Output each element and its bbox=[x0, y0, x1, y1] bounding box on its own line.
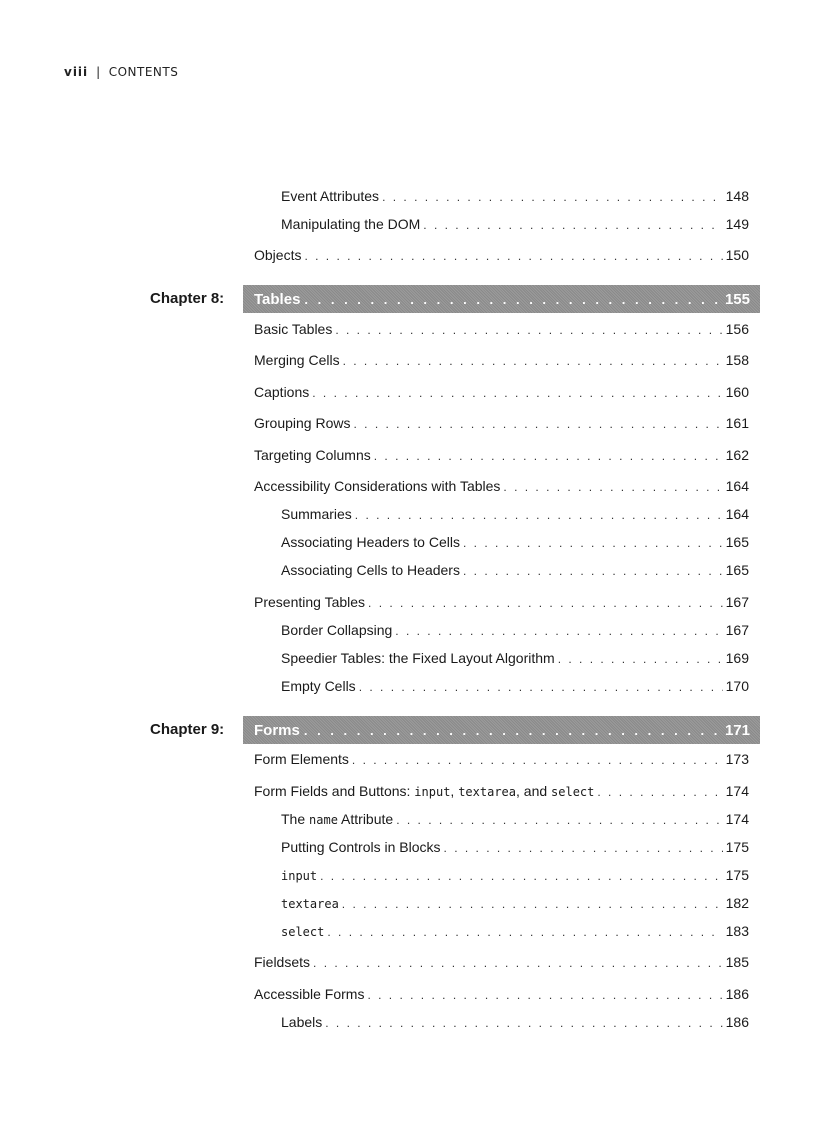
toc-entry-title: Empty Cells bbox=[281, 678, 356, 694]
toc-entry-page: 158 bbox=[725, 352, 749, 368]
leader-dots bbox=[423, 218, 722, 232]
toc-entry[interactable] bbox=[281, 895, 749, 917]
toc-entry[interactable] bbox=[281, 622, 749, 644]
toc-entry-title: Speedier Tables: the Fixed Layout Algorithm bbox=[281, 650, 555, 666]
toc-entry[interactable] bbox=[254, 954, 749, 976]
toc-entry-page: 183 bbox=[725, 923, 749, 939]
title-text: The bbox=[281, 811, 310, 827]
page-folio: viii bbox=[64, 65, 89, 79]
leader-dots bbox=[396, 813, 722, 827]
toc-entry-title: Associating Headers to Cells bbox=[281, 534, 460, 550]
leader-dots bbox=[342, 897, 723, 911]
leader-dots bbox=[367, 988, 722, 1002]
toc-entry-page: 175 bbox=[725, 839, 749, 855]
toc-entry[interactable] bbox=[281, 650, 749, 672]
toc-entry[interactable] bbox=[281, 188, 749, 210]
leader-dots bbox=[312, 386, 722, 400]
toc-entry[interactable] bbox=[254, 751, 749, 773]
toc-entry[interactable] bbox=[281, 811, 749, 833]
code-input: input bbox=[414, 785, 451, 799]
leader-dots bbox=[503, 480, 722, 494]
toc-entry-title: Event Attributes bbox=[281, 188, 380, 204]
toc-entry[interactable] bbox=[281, 534, 749, 556]
leader-dots bbox=[304, 723, 721, 738]
toc-entry-page: 174 bbox=[725, 811, 749, 827]
chapter-8-heading[interactable] bbox=[243, 285, 760, 313]
toc-entry-title: textarea bbox=[281, 897, 339, 911]
leader-dots bbox=[313, 956, 723, 970]
toc-entry[interactable] bbox=[254, 478, 749, 500]
toc-entry-title: Objects bbox=[254, 247, 302, 263]
toc-entry-page: 186 bbox=[725, 986, 749, 1002]
toc-entry-title: Merging Cells bbox=[254, 352, 340, 368]
toc-entry-title: input bbox=[281, 869, 318, 883]
chapter-page: 155 bbox=[724, 290, 750, 308]
toc-entry-page: 170 bbox=[725, 678, 749, 694]
toc-entry[interactable] bbox=[281, 678, 749, 700]
title-text: Attribute bbox=[337, 811, 394, 827]
toc-entry-title: Fieldsets bbox=[254, 954, 311, 970]
toc-entry[interactable] bbox=[281, 1014, 749, 1036]
toc-entry[interactable] bbox=[254, 447, 749, 469]
toc-entry-title: Form Elements bbox=[254, 751, 349, 767]
toc-entry-title: Border Collapsing bbox=[281, 622, 393, 638]
toc-entry-title: Associating Cells to Headers bbox=[281, 562, 460, 578]
leader-dots bbox=[354, 417, 723, 431]
toc-entry-page: 164 bbox=[725, 506, 749, 522]
toc-entry[interactable] bbox=[254, 352, 749, 374]
title-text: , bbox=[450, 783, 459, 799]
toc-entry-page: 186 bbox=[725, 1014, 749, 1030]
leader-dots bbox=[352, 753, 723, 767]
toc-entry[interactable] bbox=[254, 247, 749, 269]
leader-dots bbox=[444, 841, 723, 855]
toc-entry-title: Captions bbox=[254, 384, 310, 400]
toc-entry-title: Labels bbox=[281, 1014, 323, 1030]
toc-entry-title: Grouping Rows bbox=[254, 415, 351, 431]
toc-entry-title: Accessible Forms bbox=[254, 986, 365, 1002]
toc-entry-page: 174 bbox=[725, 783, 749, 799]
chapter-9-heading[interactable] bbox=[243, 716, 760, 744]
code-name: name bbox=[309, 813, 338, 827]
toc-entry-title: Accessibility Considerations with Tables bbox=[254, 478, 501, 494]
toc-entry-page: 160 bbox=[725, 384, 749, 400]
leader-dots bbox=[355, 508, 723, 522]
toc-entry[interactable] bbox=[254, 783, 749, 805]
leader-dots bbox=[343, 354, 723, 368]
toc-entry[interactable] bbox=[254, 415, 749, 437]
toc-entry[interactable] bbox=[254, 594, 749, 616]
running-head-separator: | bbox=[96, 65, 101, 79]
toc-entry-page: 156 bbox=[725, 321, 749, 337]
toc-entry-title: Summaries bbox=[281, 506, 352, 522]
toc-entry-title bbox=[281, 811, 393, 827]
toc-entry-title: Basic Tables bbox=[254, 321, 333, 337]
toc-entry-page: 182 bbox=[725, 895, 749, 911]
toc-entry-page: 173 bbox=[725, 751, 749, 767]
toc-entry[interactable] bbox=[281, 923, 749, 945]
leader-dots bbox=[558, 652, 723, 666]
toc-entry-page: 167 bbox=[725, 594, 749, 610]
toc-entry-page: 167 bbox=[725, 622, 749, 638]
toc-entry-title: Putting Controls in Blocks bbox=[281, 839, 441, 855]
toc-entry-page: 185 bbox=[725, 954, 749, 970]
chapter-page: 171 bbox=[724, 721, 750, 739]
toc-entry-page: 175 bbox=[725, 867, 749, 883]
chapter-title: Tables bbox=[254, 290, 301, 308]
chapter-9-label: Chapter 9: bbox=[150, 721, 225, 738]
toc-entry[interactable] bbox=[281, 839, 749, 861]
leader-dots bbox=[327, 925, 722, 939]
toc-entry[interactable] bbox=[254, 384, 749, 406]
leader-dots bbox=[359, 680, 723, 694]
leader-dots bbox=[463, 564, 723, 578]
leader-dots bbox=[463, 536, 723, 550]
leader-dots bbox=[395, 624, 722, 638]
toc-entry-title: Presenting Tables bbox=[254, 594, 366, 610]
toc-entry[interactable] bbox=[281, 506, 749, 528]
leader-dots bbox=[374, 449, 723, 463]
chapter-8-label: Chapter 8: bbox=[150, 290, 225, 307]
code-select: select bbox=[551, 785, 595, 799]
toc-entry-page: 149 bbox=[725, 216, 749, 232]
toc-entry-title bbox=[254, 783, 594, 799]
toc-entry-page: 162 bbox=[725, 447, 749, 463]
leader-dots bbox=[320, 869, 723, 883]
toc-entry-title: Manipulating the DOM bbox=[281, 216, 421, 232]
toc-entry-page: 148 bbox=[725, 188, 749, 204]
toc-entry[interactable] bbox=[281, 867, 749, 889]
toc-entry[interactable] bbox=[254, 986, 749, 1008]
leader-dots bbox=[382, 190, 723, 204]
toc-entry-page: 165 bbox=[725, 534, 749, 550]
toc-entry-page: 161 bbox=[725, 415, 749, 431]
toc-entry-title: select bbox=[281, 925, 325, 939]
toc-entry-title: Targeting Columns bbox=[254, 447, 371, 463]
toc-entry-page: 164 bbox=[725, 478, 749, 494]
toc-entry[interactable] bbox=[281, 216, 749, 238]
leader-dots bbox=[304, 249, 722, 263]
toc-entry-page: 165 bbox=[725, 562, 749, 578]
toc-entry-page: 169 bbox=[725, 650, 749, 666]
title-text: , and bbox=[516, 783, 552, 799]
leader-dots bbox=[335, 323, 722, 337]
title-text: Form Fields and Buttons: bbox=[254, 783, 415, 799]
leader-dots bbox=[304, 292, 721, 307]
leader-dots bbox=[368, 596, 723, 610]
toc-entry[interactable] bbox=[281, 562, 749, 584]
chapter-title: Forms bbox=[254, 721, 300, 739]
code-textarea: textarea bbox=[458, 785, 516, 799]
running-head-section: CONTENTS bbox=[108, 65, 179, 79]
leader-dots bbox=[597, 785, 722, 799]
toc-entry[interactable] bbox=[254, 321, 749, 343]
toc-entry-page: 150 bbox=[725, 247, 749, 263]
leader-dots bbox=[325, 1016, 722, 1030]
